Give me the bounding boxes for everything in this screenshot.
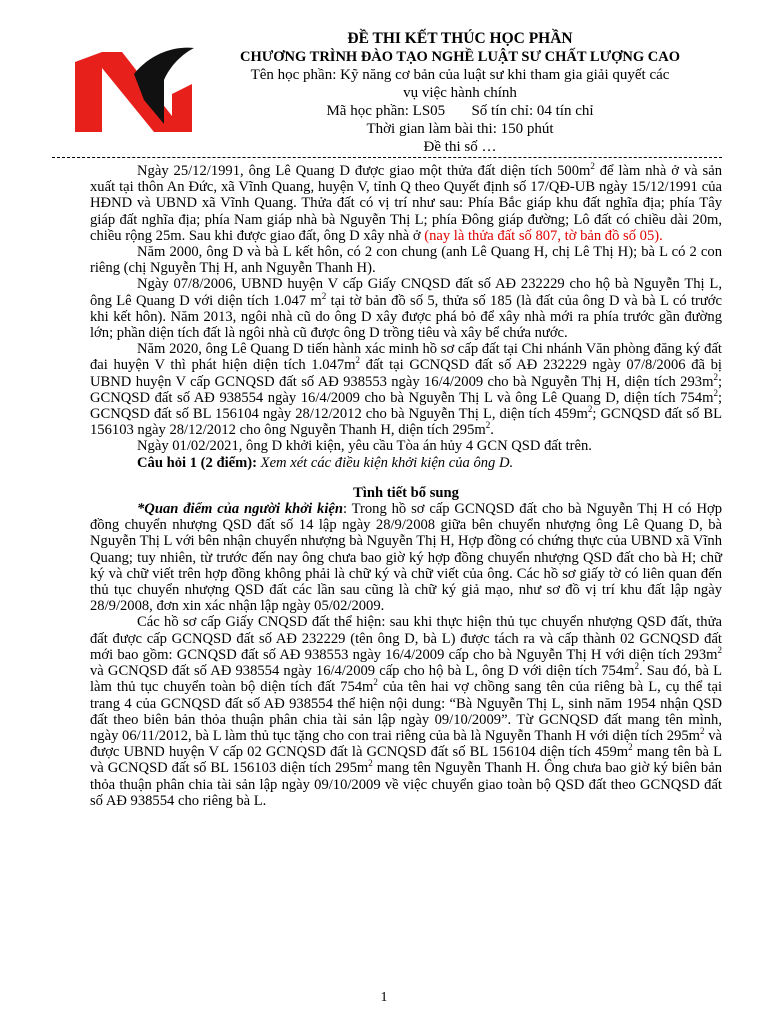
section-title: Tình tiết bổ sung xyxy=(353,484,459,501)
text: của tên hai vợ chồng sang tên của riêng bà L, cụ thể tại trang 4 của GCNQSD đất số AĐ 938554 thể hiện nội dung: “Bà Nguyễn Thị L, sinh năm 1954 nhận QSD đất theo biên bản thỏa thuận phân chia tài sản lập ngày 09/10/2009”. Từ GCNQSD đất mang tên mình, ngày 06/11/2012, bà L làm thủ tục tặng cho con trai riêng của bà là Nguyễn Thanh H với diện tích 295m xyxy=(90,679,722,744)
text: và GCNQSD đất số AĐ 938554 ngày 16/4/2009 cấp cho hộ bà L, ông D với diện tích 754m xyxy=(90,663,635,680)
text: . Sau đó, bà L làm thủ tục chuyển toàn bộ diện tích đất 754m xyxy=(90,663,722,696)
exam-duration: Thời gian làm bài thi: 150 phút xyxy=(366,121,554,137)
paragraph-2: Năm 2000, ông D và bà L kết hôn, có 2 con chung (anh Lê Quang H, chị Lê Thị H); bà L có 2 con riêng (chị Nguyễn Thị H, anh Nguyễn Thanh H). xyxy=(90,244,722,277)
exam-header xyxy=(200,30,720,156)
superscript: 2 xyxy=(485,420,491,431)
highlighted-note: (nay là thửa đất số 807, tờ bản đồ số 05). xyxy=(424,227,663,244)
paragraph-7 xyxy=(90,614,722,808)
text: Ngày 25/12/1991, ông Lê Quang D được giao một thửa đất diện tích 500m xyxy=(137,163,591,179)
text: tại tờ bản đồ số 5, thửa số 185 (là đất của ông D và bà L có trước khi kết hôn). Năm 2013, ngôi nhà cũ do ông D xây được phá bỏ để xây nhà mới ra phía trước gần đường lớn; phần diện tích đất là ngôi nhà cũ được ông D trồng tiêu và xây bể chứa nước. xyxy=(90,292,722,342)
paragraph-4 xyxy=(90,341,722,438)
exam-title: ĐỀ THI KẾT THÚC HỌC PHẦN xyxy=(347,30,573,47)
text: ; GCNQSD đất số BL 156104 ngày 28/12/2012 cho bà Nguyễn Thị L, diện tích 459m xyxy=(90,389,722,423)
superscript: 2 xyxy=(373,677,378,688)
superscript: 2 xyxy=(713,371,718,382)
text: ; GCNQSD đất số AĐ 938554 ngày 16/4/2009 cho bà Nguyễn Thị L và ông Lê Quang D, diện tích 754m xyxy=(90,373,722,406)
superscript: 2 xyxy=(321,290,327,301)
superscript: 2 xyxy=(587,404,593,415)
text: ; GCNQSD đất số BL 156103 ngày 28/12/2012 cho ông Nguyễn Thanh H, diện tích 295m xyxy=(90,406,722,439)
question-1 xyxy=(90,455,722,471)
superscript: 2 xyxy=(713,387,718,398)
superscript: 2 xyxy=(634,661,640,672)
exam-body xyxy=(90,163,722,809)
text: mang tên Nguyễn Thanh H. Ông chưa bao giờ ký biên bản thỏa thuận phân chia tài sản lập ngày 09/10/2009 về việc chuyển giao toàn bộ QSD đất theo GCNQSD đất số AĐ 938554 cho riêng bà L. xyxy=(90,760,722,809)
paragraph-5: Ngày 01/02/2021, ông D khởi kiện, yêu cầu Tòa án hủy 4 GCN QSD đất trên. xyxy=(137,438,592,455)
text: Ngày 07/8/2006, UBND huyện V cấp Giấy CNQSD đất số AĐ 232229 cho hộ bà Nguyễn Thị L, ông Lê Quang D với diện tích 1.047 m xyxy=(90,276,722,309)
paragraph-3 xyxy=(90,276,722,341)
exam-number: Đề thi số … xyxy=(423,139,497,155)
header-divider xyxy=(52,157,722,158)
course-credits: Số tín chỉ: 04 tín chỉ xyxy=(471,103,594,119)
text: : Trong hồ sơ cấp GCNQSD đất cho bà Nguyễn Thị H có Hợp đồng chuyển nhượng QSD đất số 14 lập ngày 28/9/2008 giữa bên chuyển nhượng ông Lê Quang D, bà Nguyễn Thị L với bên nhận chuyển nhượng bà Nguyễn Thị H, Hợp đồng có chứng thực của UBND xã Vĩnh Quang; tuy nhiên, từ trước đến nay ông chưa bao giờ ký hợp đồng chuyển nhượng QSD đất cho bà H; chữ ký và chữ viết trên hợp đồng không phải là chữ ký và chữ viết của ông. Các hồ sơ giấy tờ có liên quan đến thủ tục chuyển nhượng QSD đất các lần sau cũng là chữ ký giả mạo, như sơ đồ vị trí khu đất lập ngày 28/9/2008, đơn xin xác nhận lập ngày 05/02/2009. xyxy=(90,501,723,615)
text: Năm 2020, ông Lê Quang D tiến hành xác minh hồ sơ cấp đất tại Chi nhánh Văn phòng đăng ký đất đai huyện V thì phát hiện diện tích 1.047m xyxy=(90,341,722,374)
superscript: 2 xyxy=(368,758,373,769)
superscript: 2 xyxy=(355,355,360,366)
course-codes xyxy=(200,102,720,120)
question-text: Xem xét các điều kiện khởi kiện của ông D. xyxy=(257,454,514,471)
text: đất tại GCNQSD đất số AĐ 232229 ngày 07/8/2006 đã bị UBND huyện V cấp GCNQSD đất số AĐ 938553 ngày 16/4/2009 cho bà Nguyễn Thị H, diện tích 293m xyxy=(90,357,722,390)
superscript: 2 xyxy=(717,645,722,656)
text: mang tên bà L và GCNQSD đất số BL 156103 diện tích 295m xyxy=(90,744,722,777)
text: và được UBND huyện V cấp 02 GCNQSD đất là GCNQSD đất số BL 156104 diện tích 459m xyxy=(90,727,722,761)
text: để làm nhà ở và sản xuất tại thôn An Đức, xã Vĩnh Quang, huyện V, tỉnh Q theo Quyết định số 17/QĐ-UB ngày 15/12/1991 của HĐND và UBND xã Vĩnh Quang. Thửa đất có vị trí như sau: Phía Bắc giáp khu đất nghĩa địa; phía Tây giáp đất nghĩa địa; phía Nam giáp nhà bà Nguyễn Thị L; phía Đông giáp đường; Lô đất có chiều dài 20m, chiều rộng 25m. Sau khi được giao đất, ông D xây nhà ở xyxy=(90,163,722,244)
superscript: 2 xyxy=(590,161,595,172)
paragraph-1 xyxy=(90,163,722,244)
text: Các hồ sơ cấp Giấy CNQSD đất thể hiện: sau khi thực hiện thủ tục chuyển nhượng QSD đất, thửa đất được cấp GCNQSD đất số AĐ 232229 (tên ông D, bà L) được tách ra và cấp thành 02 GCNQSD đất mới bao gồm: GCNQSD đất số AĐ 938553 ngày 16/4/2009 cấp cho bà Nguyễn Thị H với diện tích 293m xyxy=(90,614,722,663)
text: . xyxy=(490,422,494,439)
page-number: 1 xyxy=(380,990,388,1005)
institution-logo xyxy=(72,44,196,134)
superscript: 2 xyxy=(700,726,705,737)
paragraph-6 xyxy=(90,501,722,614)
course-code: Mã học phần: LS05 xyxy=(326,103,446,119)
course-name-line1: Tên học phần: Kỹ năng cơ bản của luật sư khi tham gia giải quyết các xyxy=(250,67,670,83)
course-name-line2: vụ việc hành chính xyxy=(403,85,517,101)
superscript: 2 xyxy=(628,742,633,753)
claimant-view-label: *Quan điểm của người khởi kiện xyxy=(137,501,343,518)
program-name: CHƯƠNG TRÌNH ĐÀO TẠO NGHỀ LUẬT SƯ CHẤT LƯỢNG CAO xyxy=(239,49,681,65)
question-label: Câu hỏi 1 (2 điểm): xyxy=(137,454,257,471)
